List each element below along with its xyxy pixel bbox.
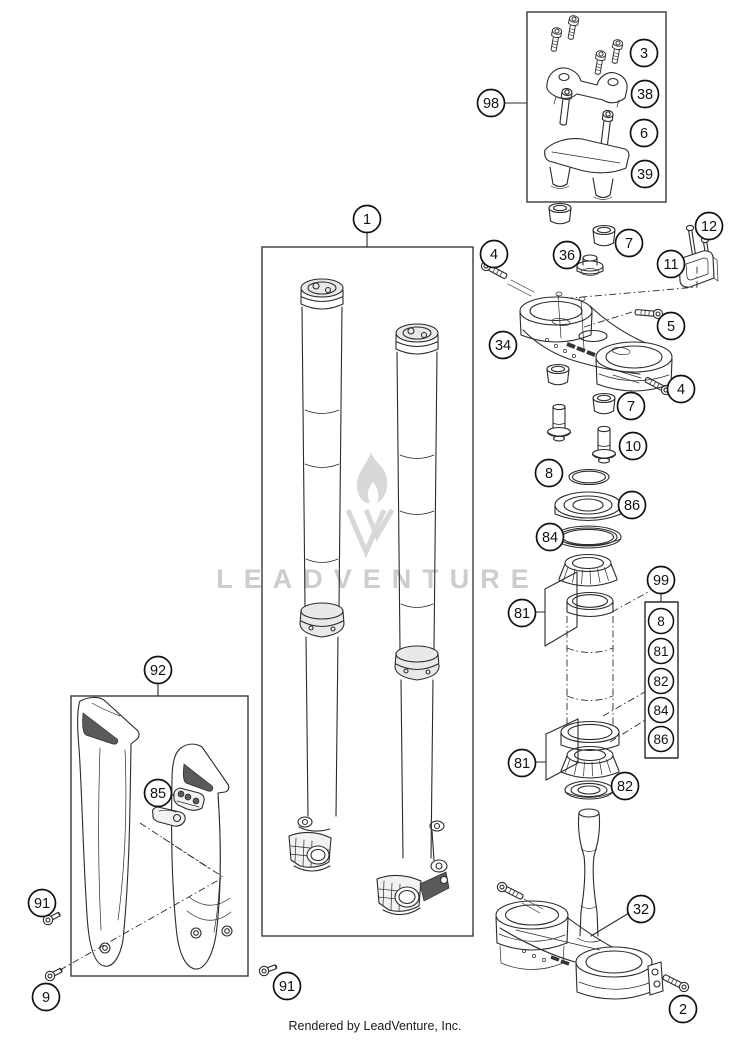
svg-text:8: 8: [544, 466, 554, 482]
svg-text:5: 5: [666, 319, 676, 335]
svg-text:84: 84: [653, 703, 669, 718]
svg-text:86: 86: [653, 732, 669, 747]
balloon-99[interactable]: [648, 567, 675, 594]
axle-clamp-right: [377, 821, 449, 915]
seal-ring-84: [555, 526, 621, 548]
watermark-text: LEADVENTURE: [216, 564, 540, 594]
balloon-12[interactable]: [696, 213, 723, 240]
rubber-cap-icon: [547, 365, 569, 385]
svg-text:98: 98: [482, 96, 500, 112]
svg-text:2: 2: [678, 1002, 688, 1018]
balloon-81-lower[interactable]: [509, 750, 536, 777]
svg-text:36: 36: [558, 248, 576, 264]
balloon-7-top[interactable]: [616, 230, 643, 257]
upper-triple-clamp-34: [520, 292, 672, 391]
svg-text:82: 82: [653, 674, 669, 689]
adjuster-valve-icon: [593, 426, 616, 463]
leadventure-watermark: [216, 452, 540, 594]
adjuster-valve-icon: [548, 404, 571, 441]
balloon-34[interactable]: [490, 332, 517, 359]
balloon-91-right[interactable]: [274, 973, 301, 1000]
balloon-10[interactable]: [620, 433, 647, 460]
kit-item-81[interactable]: [649, 639, 674, 664]
footer-credit: Rendered by LeadVenture, Inc.: [288, 1019, 462, 1033]
svg-text:34: 34: [494, 338, 512, 354]
o-ring-8: [569, 470, 609, 485]
lower-steering-bearing-81: [561, 747, 619, 779]
balloon-4-left[interactable]: [481, 241, 508, 268]
svg-text:84: 84: [541, 530, 559, 546]
kit-item-8[interactable]: [649, 609, 674, 634]
svg-text:32: 32: [632, 902, 650, 918]
svg-text:85: 85: [149, 786, 167, 802]
balloon-36[interactable]: [554, 242, 581, 269]
clamp-screw-icon: [549, 15, 623, 75]
balloon-38[interactable]: [632, 81, 659, 108]
kit-item-82[interactable]: [649, 669, 674, 694]
balloon-92[interactable]: [145, 657, 172, 684]
svg-text:81: 81: [653, 644, 669, 659]
svg-text:7: 7: [626, 399, 636, 415]
balloon-5[interactable]: [658, 313, 685, 340]
handlebar-lower-mount: [545, 139, 629, 200]
balloon-81-upper[interactable]: [509, 600, 536, 627]
balloon-1[interactable]: [354, 206, 381, 233]
balloon-85[interactable]: [145, 780, 172, 807]
fork-guard-right: [172, 744, 232, 969]
fork-guard-left: [78, 697, 139, 966]
balloon-9[interactable]: [33, 984, 60, 1011]
fork-leg-right: [377, 324, 449, 915]
svg-text:12: 12: [700, 219, 718, 235]
svg-text:6: 6: [639, 126, 649, 142]
balloon-39[interactable]: [632, 161, 659, 188]
balloon-3[interactable]: [631, 40, 658, 67]
upper-steering-bearing-81: [559, 555, 617, 587]
pinch-bolt-right: [613, 370, 672, 396]
steering-bolt-5: [584, 307, 663, 327]
svg-text:11: 11: [663, 257, 679, 273]
lower-triple-clamp-assembly: [496, 809, 690, 999]
svg-text:4: 4: [489, 247, 499, 263]
balloon-11[interactable]: [658, 251, 685, 278]
svg-text:3: 3: [639, 46, 649, 62]
svg-text:7: 7: [624, 236, 634, 252]
axle-clamp-left: [289, 817, 331, 871]
leadventure-flame-logo-icon: [348, 452, 392, 552]
balloon-98[interactable]: [478, 90, 505, 117]
balloon-86[interactable]: [619, 492, 646, 519]
fork-adjuster-collar-left: [300, 603, 344, 637]
kit-item-86[interactable]: [649, 727, 674, 752]
svg-text:8: 8: [657, 614, 665, 629]
fork-adjuster-collar-right: [395, 646, 439, 680]
svg-text:39: 39: [636, 167, 654, 183]
rubber-cap-icon: [593, 394, 615, 414]
svg-text:1: 1: [362, 212, 372, 228]
balloon-4-right[interactable]: [668, 376, 695, 403]
svg-text:4: 4: [676, 382, 686, 398]
balloon-7-lower[interactable]: [618, 393, 645, 420]
dust-seal-82: [565, 781, 613, 799]
balloon-32[interactable]: [628, 896, 655, 923]
rubber-cap-icon: [593, 226, 615, 246]
kit-item-84[interactable]: [649, 698, 674, 723]
svg-text:99: 99: [652, 573, 670, 589]
spare-parts-kit-99: [603, 591, 678, 758]
svg-text:91: 91: [278, 979, 296, 995]
svg-text:92: 92: [149, 663, 167, 679]
svg-text:86: 86: [623, 498, 641, 514]
rubber-cap-icon: [549, 204, 571, 224]
guard-screw-91-right: [258, 962, 278, 977]
svg-text:81: 81: [513, 756, 531, 772]
fork-protector-assembly: [42, 684, 278, 982]
svg-text:38: 38: [636, 87, 654, 103]
handlebar-top-clamp: [547, 68, 627, 107]
pointer-plate-81-upper: [545, 572, 577, 646]
balloon-6[interactable]: [631, 120, 658, 147]
bearing-cover-86: [555, 492, 621, 521]
steering-stem: [578, 809, 599, 936]
svg-text:91: 91: [33, 896, 51, 912]
balloon-84[interactable]: [537, 524, 564, 551]
svg-text:9: 9: [41, 990, 51, 1006]
svg-text:82: 82: [616, 779, 634, 795]
balloon-8[interactable]: [536, 460, 563, 487]
lower-pinch-bolt-2: [648, 962, 690, 995]
steering-head-tube-dashed: [561, 593, 619, 751]
balloon-2[interactable]: [670, 996, 697, 1023]
balloon-91-left[interactable]: [29, 890, 56, 917]
svg-text:81: 81: [513, 606, 531, 622]
svg-text:10: 10: [624, 439, 642, 455]
guard-screw-9: [44, 966, 64, 983]
steering-bearing-stack: [536, 470, 621, 800]
balloon-82[interactable]: [612, 773, 639, 800]
